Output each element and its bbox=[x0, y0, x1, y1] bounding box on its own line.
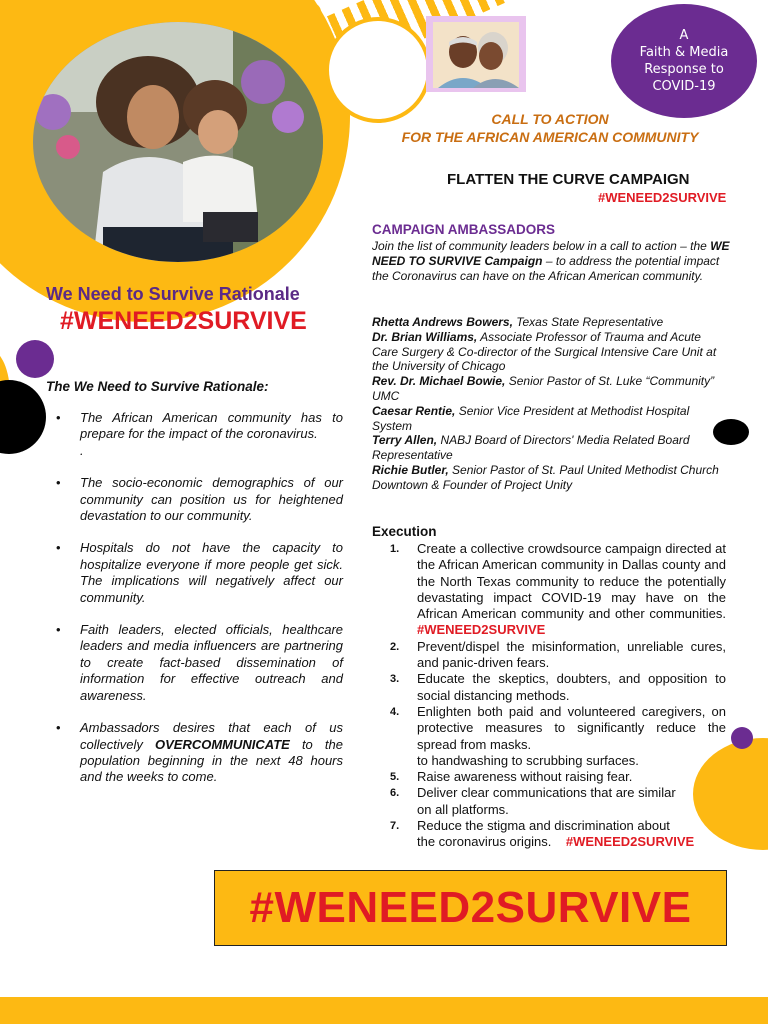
item-text-continued: to handwashing to scrubbing surfaces. bbox=[417, 752, 639, 768]
faith-media-badge bbox=[611, 4, 757, 118]
rationale-bullet-list bbox=[56, 410, 343, 802]
list-item bbox=[390, 541, 726, 639]
execution-list bbox=[390, 541, 726, 851]
yellow-ring-decoration bbox=[325, 17, 431, 123]
campaign-hashtag: #WENEED2SURVIVE bbox=[598, 190, 727, 205]
banner-text: #WENEED2SURVIVE bbox=[249, 883, 692, 932]
list-item bbox=[56, 475, 343, 524]
ambassador-role: Senior Pastor of St. Paul United Methodist Church Downtown & Founder of Project Unity bbox=[372, 462, 719, 492]
list-item bbox=[390, 818, 726, 851]
list-item bbox=[390, 785, 726, 818]
ambassador-list bbox=[372, 315, 722, 493]
badge-line: A bbox=[679, 28, 689, 43]
list-item bbox=[372, 433, 722, 463]
black-circle-decoration bbox=[0, 380, 46, 454]
item-number: 4. bbox=[390, 705, 400, 718]
item-text: Educate the skeptics, doubters, and opposition to social distancing methods. bbox=[417, 671, 726, 703]
bottom-bar bbox=[0, 997, 768, 1024]
item-text: Reduce the stigma and discrimination about bbox=[417, 818, 670, 834]
list-item bbox=[390, 704, 726, 769]
item-text: the coronavirus origins. bbox=[417, 834, 552, 850]
cta-line: FOR THE AFRICAN AMERICAN COMMUNITY bbox=[401, 129, 699, 145]
bullet-text: Hospitals do not have the capacity to hospitalize everyone if more people get sick. The implications will negatively affect our community. bbox=[80, 540, 343, 605]
badge-line: Response to bbox=[644, 62, 724, 77]
cta-line: CALL TO ACTION bbox=[491, 111, 609, 127]
purple-dot-decoration bbox=[731, 727, 753, 749]
list-item bbox=[372, 463, 722, 493]
item-number: 3. bbox=[390, 673, 400, 686]
item-text: Prevent/dispel the misinformation, unreliable cures, and panic-driven fears. bbox=[417, 638, 726, 671]
ambassador-role: Senior Vice President at Methodist Hospital System bbox=[372, 403, 690, 433]
purple-dot-decoration bbox=[16, 340, 54, 378]
bullet-emphasis: OVERCOMMUNICATE bbox=[155, 736, 290, 752]
bullet-text: The socio-economic demographics of our community can position us for heightened devastation to our community. bbox=[80, 475, 343, 524]
list-item bbox=[372, 374, 722, 404]
badge-line: Faith & Media bbox=[639, 45, 729, 60]
ambassador-name: Richie Butler, bbox=[372, 462, 449, 477]
elderly-couple-photo bbox=[433, 22, 519, 88]
item-text: Create a collective crowdsource campaign directed at the African American community in Dallas county and the North Texas community to reduce the potentially devastating impact COVID-19 may have on the African American community and other communities. bbox=[417, 541, 726, 622]
list-item bbox=[390, 671, 726, 704]
rationale-title: We Need to Survive Rationale bbox=[46, 284, 300, 304]
ambassador-name: Rev. Dr. Michael Bowie, bbox=[372, 374, 506, 389]
rationale-hashtag: #WENEED2SURVIVE bbox=[60, 307, 307, 335]
item-text: Enlighten both paid and volunteered caregivers, on protective measures to significantly reduce the spread from masks. bbox=[417, 703, 726, 752]
ambassador-role: Associate Professor of Trauma and Acute Care Surgery & Co-director of the Surgical Intensive Care Unit at the University of Chicago bbox=[372, 329, 717, 374]
ambassador-name: Caesar Rentie, bbox=[372, 403, 456, 418]
campaign-title: FLATTEN THE CURVE CAMPAIGN bbox=[447, 171, 690, 188]
list-item bbox=[56, 720, 343, 786]
item-number: 6. bbox=[390, 787, 400, 800]
list-item bbox=[56, 410, 343, 459]
ambassadors-title: CAMPAIGN AMBASSADORS bbox=[372, 222, 556, 237]
intro-text: Join the list of community leaders below in a call to action – the bbox=[372, 239, 711, 253]
item-hashtag: #WENEED2SURVIVE bbox=[565, 834, 695, 850]
item-text-continued: on all platforms. bbox=[417, 801, 509, 817]
bullet-text: The African American community has to prepare for the impact of the coronavirus. bbox=[80, 410, 343, 442]
bullet-text: Ambassadors desires that each of us collectively bbox=[80, 720, 343, 752]
hashtag-banner bbox=[214, 870, 727, 946]
item-number: 1. bbox=[390, 543, 400, 555]
item-number: 7. bbox=[390, 820, 400, 833]
ambassador-name: Dr. Brian Williams, bbox=[372, 329, 478, 344]
rationale-heading: The We Need to Survive Rationale: bbox=[46, 379, 269, 394]
bullet-text: to the population beginning in the next 48 hours and the weeks to come. bbox=[80, 736, 344, 785]
list-item bbox=[372, 404, 722, 434]
list-item bbox=[372, 330, 722, 374]
ambassador-role: Texas State Representative bbox=[512, 315, 664, 329]
list-item bbox=[390, 639, 726, 672]
ambassador-role: Senior Pastor of St. Luke “Community” UMC bbox=[372, 374, 715, 403]
item-number: 5. bbox=[390, 771, 400, 784]
item-text-continued bbox=[417, 834, 726, 850]
ambassadors-intro bbox=[372, 239, 730, 284]
bullet-extra: . bbox=[80, 442, 84, 458]
item-hashtag: #WENEED2SURVIVE bbox=[417, 622, 546, 638]
ambassador-role: NABJ Board of Directors' Media Related Board Representative bbox=[372, 433, 690, 463]
item-text: Raise awareness without raising fear. bbox=[417, 769, 633, 785]
intro-text: – to address the potential impact the Coronavirus can have on the African American community. bbox=[372, 254, 720, 283]
item-number: 2. bbox=[390, 640, 400, 653]
call-to-action bbox=[360, 110, 740, 146]
list-item bbox=[390, 769, 726, 785]
badge-line: COVID-19 bbox=[652, 79, 716, 94]
bullet-text: Faith leaders, elected officials, healthcare leaders and media influencers are partnering to create fact-based dissemination of information for effective outreach and awareness. bbox=[80, 622, 343, 703]
list-item bbox=[56, 540, 343, 606]
ambassador-name: Rhetta Andrews Bowers, bbox=[372, 315, 513, 329]
intro-campaign-name: WE NEED TO SURVIVE Campaign bbox=[372, 239, 730, 268]
mother-child-photo bbox=[33, 22, 323, 262]
list-item bbox=[56, 622, 343, 704]
execution-title: Execution bbox=[372, 524, 437, 539]
list-item bbox=[372, 315, 722, 330]
black-dot-decoration bbox=[713, 419, 749, 445]
ambassador-name: Terry Allen, bbox=[372, 433, 438, 448]
item-text: Deliver clear communications that are similar bbox=[417, 785, 676, 801]
